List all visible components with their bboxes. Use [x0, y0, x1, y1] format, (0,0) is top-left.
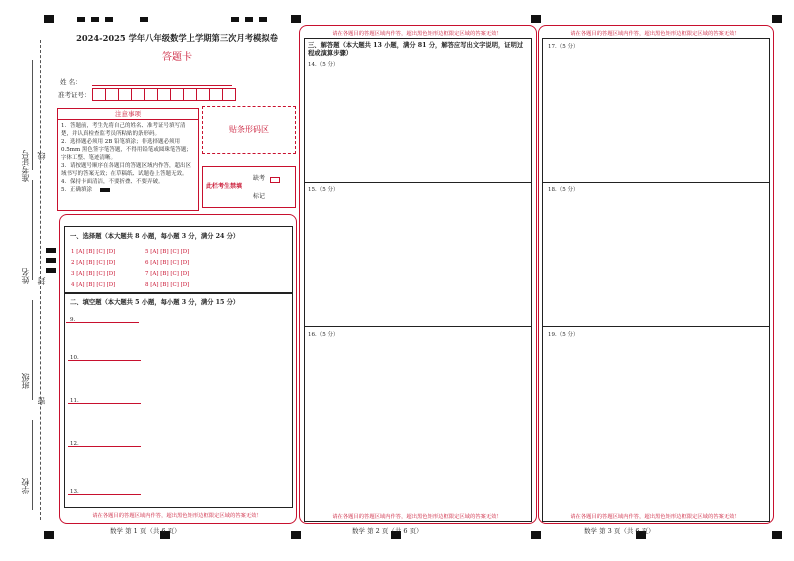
registration-mark	[772, 531, 782, 539]
registration-mark	[91, 17, 99, 22]
page-footer: 数学 第 2 页（共 6 页）	[352, 527, 423, 535]
section-fill	[64, 292, 293, 508]
notice-item: 1．答题前，考生先将自己的姓名、准考证号填写清楚，并认真检查监考员所粘贴的条形码。	[61, 123, 186, 137]
question-divider	[542, 182, 769, 183]
name-label: 姓 名：	[60, 78, 82, 86]
warning-text: 请在各题目的答题区域内作答，超出黑色矩形边框限定区域的答案无效！	[332, 31, 502, 37]
side-label-id: 准考证号	[21, 150, 30, 182]
warning-text: 请在各题目的答题区域内作答，超出黑色矩形边框限定区域的答案无效！	[332, 514, 502, 520]
choice-row[interactable]: 5 [A] [B] [C] [D]	[145, 249, 190, 255]
fill-answer-line[interactable]	[68, 403, 141, 404]
registration-mark	[77, 17, 85, 22]
choice-row[interactable]: 2 [A] [B] [C] [D]	[71, 260, 116, 266]
binding-dashed-line	[40, 40, 41, 520]
question-divider	[542, 326, 769, 327]
section-solve	[304, 38, 532, 522]
side-label-school: 学校	[21, 478, 30, 494]
registration-mark	[105, 17, 113, 22]
fill-item-label: 11.	[70, 398, 79, 404]
notice-title: 注意事项	[58, 109, 198, 120]
question-label: 18.（5 分）	[548, 187, 579, 193]
notice-item: 4．保持卡面清洁，不要折叠、不要弄破。	[61, 179, 164, 185]
warning-text: 请在各题目的答题区域内作答，超出黑色矩形边框限定区域的答案无效！	[92, 513, 262, 519]
registration-mark	[291, 15, 301, 23]
warning-text: 请在各题目的答题区域内作答，超出黑色矩形边框限定区域的答案无效！	[570, 31, 740, 37]
absent-box	[202, 166, 296, 208]
page-subtitle: 答题卡	[162, 52, 192, 63]
barcode-label: 贴条形码区	[229, 125, 269, 134]
registration-mark	[140, 17, 148, 22]
question-label: 15.（5 分）	[308, 187, 339, 193]
binding-line	[32, 60, 33, 170]
registration-mark	[46, 258, 56, 263]
fill-answer-line[interactable]	[66, 322, 139, 323]
registration-mark	[231, 17, 239, 22]
section-choice	[64, 226, 293, 294]
question-label: 19.（5 分）	[548, 332, 579, 338]
fill-answer-line[interactable]	[68, 446, 141, 447]
choice-row[interactable]: 1 [A] [B] [C] [D]	[71, 249, 116, 255]
fill-answer-line[interactable]	[68, 494, 141, 495]
registration-mark	[245, 17, 253, 22]
absent-label: 缺考	[253, 175, 266, 182]
barcode-area	[202, 106, 296, 154]
fill-item-label: 9.	[70, 317, 76, 323]
side-mark-seal: 封	[37, 277, 46, 285]
absent-checkbox[interactable]	[270, 177, 280, 183]
binding-line	[32, 300, 33, 400]
registration-mark	[531, 531, 541, 539]
absent-note: 此栏考生禁填	[206, 183, 243, 190]
question-label: 16.（5 分）	[308, 332, 339, 338]
registration-mark	[291, 531, 301, 539]
id-label: 准考证号：	[58, 91, 91, 99]
fill-item-label: 12.	[70, 441, 79, 447]
warning-text: 请在各题目的答题区域内作答，超出黑色矩形边框限定区域的答案无效！	[570, 514, 740, 520]
side-label-class: 班级	[21, 373, 30, 389]
name-field[interactable]	[92, 85, 232, 86]
question-divider	[304, 326, 531, 327]
fill-item-label: 13.	[70, 489, 79, 495]
choice-row[interactable]: 8 [A] [B] [C] [D]	[145, 282, 190, 288]
section-fill-title: 二、填空题（本大题共 5 小题，每小题 3 分，满分 15 分）	[70, 299, 240, 306]
choice-row[interactable]: 3 [A] [B] [C] [D]	[71, 271, 116, 277]
binding-line	[32, 420, 33, 510]
registration-mark	[44, 15, 54, 23]
section-solve-title: 三、解答题（本大题共 13 小题，满分 81 分，解答应写出文字说明，证明过程或演算步骤）	[308, 42, 524, 57]
notice-item: 5．正确填涂	[61, 187, 92, 193]
page-title: 2024-2025 学年八年级数学上学期第三次月考模拟卷	[76, 33, 278, 43]
id-boxes[interactable]	[92, 88, 236, 101]
section-choice-title: 一、选择题（本大题共 8 小题，每小题 3 分，满分 24 分）	[70, 233, 240, 240]
page-footer: 数学 第 1 页（共 6 页）	[110, 527, 181, 535]
registration-mark	[259, 17, 267, 22]
registration-mark	[46, 268, 56, 273]
registration-mark	[772, 15, 782, 23]
page-footer: 数学 第 3 页（共 6 页）	[584, 527, 655, 535]
filled-sample	[100, 188, 110, 192]
registration-mark	[46, 248, 56, 253]
absent-label: 标记	[253, 193, 266, 200]
question-divider	[304, 182, 531, 183]
side-label-name: 姓名	[21, 268, 30, 284]
section-solve-cont	[542, 38, 770, 522]
side-mark-line: 线	[37, 152, 46, 160]
question-label: 14.（5 分）	[308, 62, 339, 68]
registration-mark	[44, 531, 54, 539]
notice-item: 3．请按题号顺序在各题目的答题区域内作答，超出区域书写的答案无效；在草稿纸、试题卷上答题无效。	[61, 163, 192, 177]
binding-line	[32, 180, 33, 280]
choice-row[interactable]: 4 [A] [B] [C] [D]	[71, 282, 116, 288]
choice-row[interactable]: 6 [A] [B] [C] [D]	[145, 260, 190, 266]
question-label: 17.（5 分）	[548, 44, 579, 50]
side-mark-secret: 密	[37, 397, 46, 405]
notice-box	[57, 108, 199, 211]
registration-mark	[531, 15, 541, 23]
choice-row[interactable]: 7 [A] [B] [C] [D]	[145, 271, 190, 277]
fill-answer-line[interactable]	[68, 360, 141, 361]
fill-item-label: 10.	[70, 355, 79, 361]
notice-item: 2．选择题必须用 2B 铅笔填涂；非选择题必须用 0.5mm 黑色签字笔答题，不得用铅笔或圆珠笔答题；字体工整、笔迹清晰。	[61, 139, 192, 161]
